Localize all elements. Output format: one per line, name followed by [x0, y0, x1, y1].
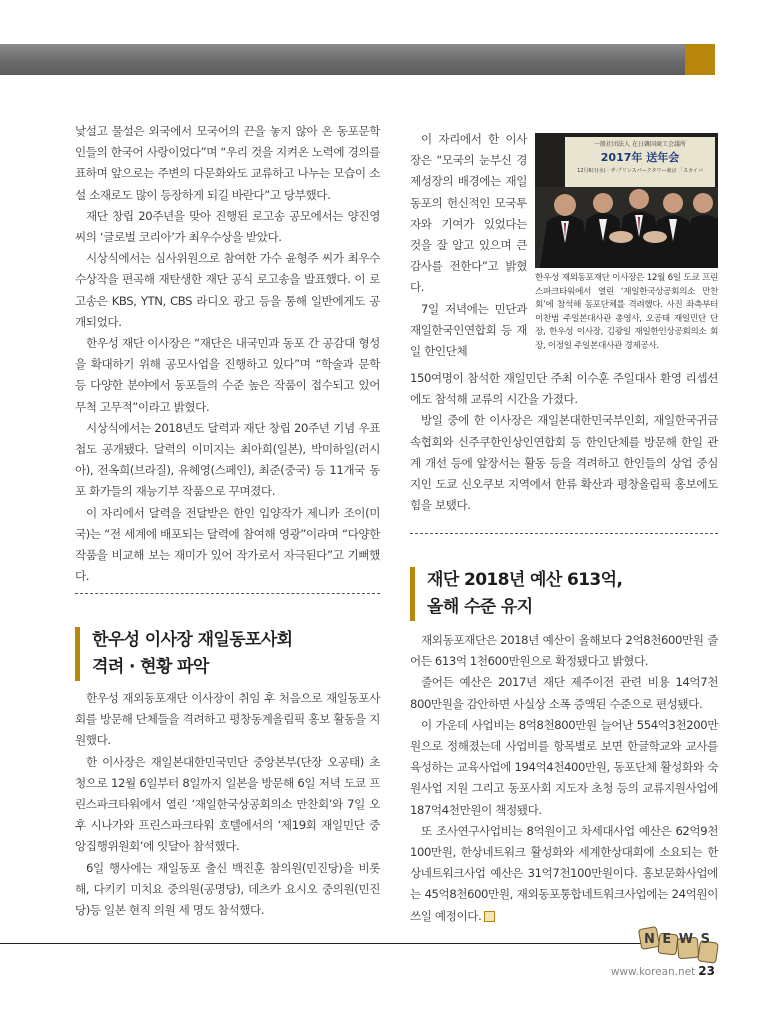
photo-caption: 한우성 재외동포재단 이사장은 12월 6일 도쿄 프린스파크타워에서 열린 ‘재일한국상공회의소 만찬회’에 참석해 동포단체를 격려했다. 사진 좌측부터 이찬범 주일본대사관 총영사, 오공태 재일민단 단장, 한우성 이사장, 김광일 재일한인상공회의소 회장, 이정일 주일본대사관 경제공사. — [535, 273, 718, 351]
header-bar — [0, 44, 714, 75]
paragraph: 6일 행사에는 재일동포 출신 백진훈 참의원(민진당)을 비롯해, 다키키 미치요 중의원(공명당), 데츠카 요시오 중의원(민진당)등 일본 현직 의원 세 명도 참석했다. — [75, 860, 380, 918]
section-heading-right: 재단 2018년 예산 613억, 올해 수준 유지 — [410, 567, 622, 621]
paragraph: 한 이사장은 재일본대한민국민단 중앙본부(단장 오공태) 초청으로 12월 6일부터 8일까지 일본을 방문해 6일 저녁 도쿄 프린스파크타워에서 열린 ‘재일한국상공회의소 만찬회’와 7일 오후 시나가와 프린스파크타워 호텔에서의 ‘제19회 재일민단 중앙집행위원회’에 잇달아 참석했다. — [75, 754, 380, 854]
paragraph: 방일 중에 한 이사장은 재일본대한민국부인회, 재일한국귀금속협회와 신주쿠한인상인연합회 등 한인단체를 방문해 한일 관계 개선 등에 앞장서는 활동 등을 격려하고 한인들의 상업 중심지인 도쿄 신오쿠보 지역에서 한류 확산과 평창올림픽 홍보에도 힘을 보탰다. — [410, 413, 718, 513]
section-divider — [410, 533, 718, 534]
paragraph: 또 조사연구사업비는 8억원이고 차세대사업 예산은 62억9천100만원, 한상네트워크 활성화와 세계한상대회에 소요되는 한상네트워크사업 예산은 31억7천100만원이다. 홍보문화사업에는 45억8천600만원, 재외동포통합네트워크사업에는 24억원이 쓰일 예정이다. — [410, 823, 718, 923]
paragraph: 이 가운데 사업비는 8억8천800만원 늘어난 554억3천200만원으로 정해졌는데 사업비를 항목별로 보면 한글학교와 교사를 육성하는 교육사업에 194억4천400만원, 동포단체 활성화와 숙원사업 지원 그리고 동포사회 지도자 초청 등의 교류지원사업에 187억4천만원이 책정됐다. — [410, 717, 718, 817]
right-article-body — [410, 630, 718, 927]
paragraph: 한우성 재외동포재단 이사장이 취임 후 처음으로 재일동포사회를 방문해 단체들을 격려하고 평창동계올림픽 홍보 활동을 지원했다. — [75, 691, 380, 748]
paragraph: 이 자리에서 달력을 전달받은 한인 입양작가 제니카 조이(미국)는 “전 세계에 배포되는 달력에 참여해 영광”이라며 “다양한 작품을 비교해 보는 재미가 있어 작가로서 자극된다”고 기뻐했다. — [75, 505, 380, 584]
paragraph: 시상식에서는 2018년도 달력과 재단 창립 20주년 기념 우표첩도 공개됐다. 달력의 이미지는 최아희(일본), 박미하일(러시아), 전옥희(브라질), 유혜영(스페인), 최준(중국) 등 11개국 동포 화가들의 재능기부 작품으로 꾸며졌다. — [75, 420, 380, 499]
paragraph: 150여명이 참석한 재일민단 주최 이수훈 주일대사 환영 리셉션에도 참석해 교류의 시간을 가졌다. — [410, 371, 718, 407]
paragraph: 재외동포재단은 2018년 예산이 올해보다 2억8천600만원 줄어든 613억 1천600만원으로 확정됐다고 밝혔다. — [410, 633, 718, 669]
paragraph: 낯설고 물설은 외국에서 모국어의 끈을 놓지 않아 온 동포문학인들의 한국어 사랑이었다”며 “우리 것을 지켜온 노력에 경의를 표하며 앞으로는 주변의 다문화와도 교류하고 나누는 모습이 소설 소재로도 많이 등장하게 되길 바란다”고 당부했다. — [75, 124, 380, 202]
page-footer — [611, 964, 715, 978]
event-photo — [535, 133, 718, 268]
footer-rule — [0, 943, 643, 944]
svg-text:2017年 送年会: 2017年 送年会 — [600, 151, 680, 164]
paragraph: 시상식에서는 심사위원으로 참여한 가수 윤형주 씨가 최우수수상작을 편곡해 재탄생한 재단 공식 로고송을 발표했다. 이 로고송은 KBS, YTN, CBS 라디오 광고 등을 통해 일반에게도 공개되었다. — [75, 251, 380, 329]
news-badge — [638, 922, 720, 970]
right-wide-text — [410, 368, 718, 516]
end-mark-icon — [484, 911, 495, 922]
right-narrow-text — [410, 129, 527, 362]
paragraph: 이 자리에서 한 이사장은 “모국의 눈부신 경제성장의 배경에는 재일동포의 헌신적인 모국투자와 기여가 있었다는 것을 잘 알고 있으며 큰 감사를 전한다”고 밝혔다. — [410, 132, 527, 295]
page-number: 23 — [698, 964, 715, 978]
svg-text:一般社団法人 在日韓国商工会議所: 一般社団法人 在日韓国商工会議所 — [594, 141, 686, 148]
paragraph: 한우성 재단 이사장은 “재단은 내국민과 동포 간 공감대 형성을 확대하기 위해 공모사업을 진행하고 있다”며 “학술과 문학 등 다양한 분야에서 동포들의 수준 높은 작품이 접수되고 있어 무척 고무적”이라고 밝혔다. — [75, 336, 380, 414]
header-accent-block — [685, 44, 715, 75]
footer-url: www.korean.net — [610, 966, 696, 978]
section-divider — [75, 593, 380, 594]
left-article-continuation — [75, 121, 380, 587]
svg-text:12月6日(水) · ザ·プリンスパークタワー東京 「スカイ: 12月6日(水) · ザ·プリンスパークタワー東京 「スカイバ — [577, 168, 703, 174]
paragraph: 줄어든 예산은 2017년 재단 제주이전 관련 비용 14억7천800만원을 감안하면 사실상 소폭 증액된 수준으로 편성됐다. — [410, 675, 718, 711]
paragraph: 재단 창립 20주년을 맞아 진행된 로고송 공모에서는 양진영 씨의 ‘글로벌 코리아’가 최우수상을 받았다. — [75, 208, 380, 245]
section-heading-left: 한우성 이사장 재일동포사회 격려 · 현황 파악 — [75, 627, 293, 681]
news-badge-text: NEWS — [644, 932, 718, 947]
paragraph: 7일 저녁에는 민단과 재일한국인연합회 등 재일 한인단체 — [410, 301, 527, 359]
left-article-body — [75, 688, 380, 921]
